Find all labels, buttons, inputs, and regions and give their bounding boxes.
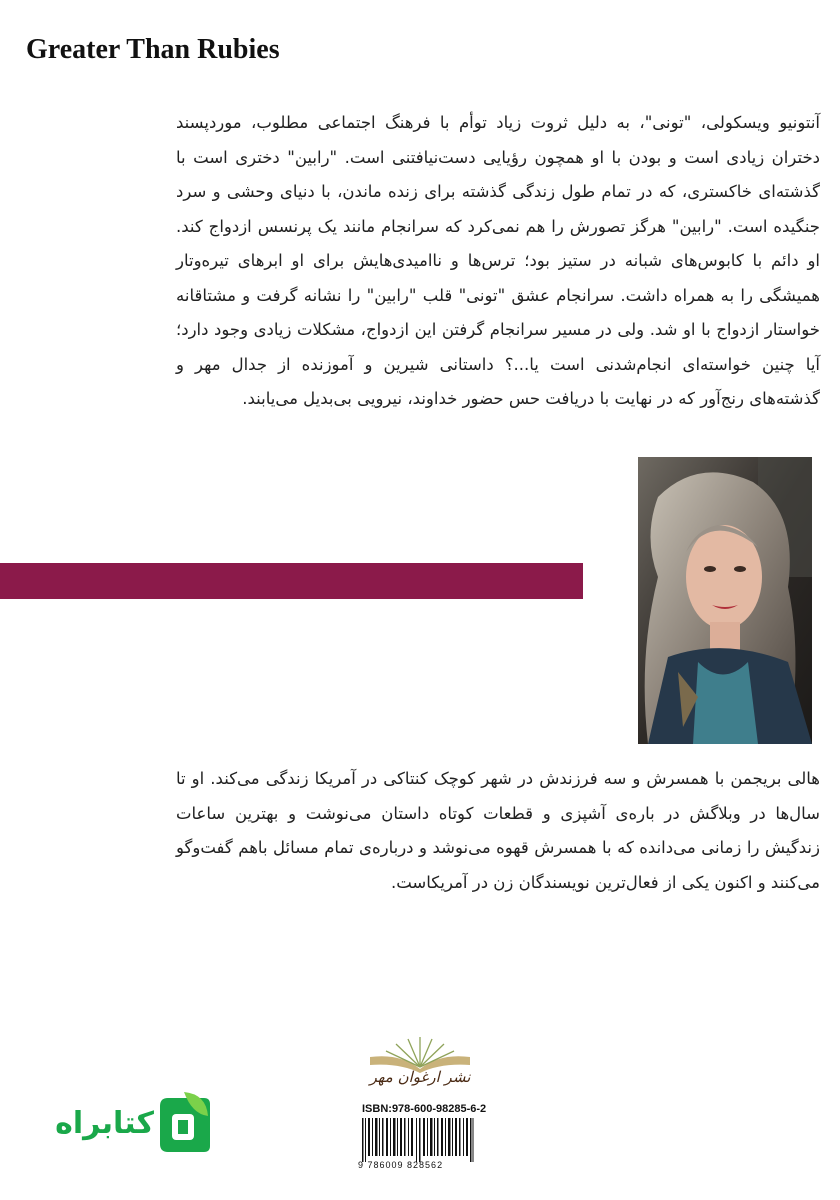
ketabrah-logo: [42, 1092, 212, 1158]
book-title: Greater Than Rubies: [26, 34, 280, 65]
book-leaf-icon: [154, 1092, 212, 1158]
accent-bar: [0, 563, 583, 599]
brand-name: کتابراه: [55, 1106, 154, 1141]
synopsis-paragraph: آنتونیو ویسکولی، "تونی"، به دلیل ثروت زیاد توأم با فرهنگ اجتماعی مطلوب، موردپسند دختران زیادی است و بودن با او همچون رؤیایی دست‌نیافتنی است. "رابین" دختری است با گذشته‌ای خاکستری، که در تمام طول زندگی گذشته برای زنده ماندن، با دنیای وحشی و سرد جنگیده است. "رابین" هرگز تصورش را هم نمی‌کرد که سرانجام مانند یک پرنسس ازدواج کند. او دائم با کابوس‌های شبانه در ستیز بود؛ ترس‌ها و ناامیدی‌هایش برای او ابرهای تیره‌وتار همیشگی را به همراه داشت. سرانجام عشق "تونی" قلب "رابین" را نشانه گرفت و مشتاقانه خواستار ازدواج با او شد. ولی در مسیر سرانجام گرفتن این ازدواج، مشکلات زیادی وجود دارد؛ آیا چنین خواسته‌ای انجام‌شدنی است یا...؟ داستانی شیرین و آموزنده از جدال مهر و گذشته‌های رنج‌آور که در نهایت با دریافت حس حضور خداوند، نیرویی بی‌بدیل می‌یابند.: [176, 113, 820, 408]
publisher-name: نشر ارغوان مهر: [369, 1068, 471, 1086]
barcode: [362, 1118, 474, 1162]
author-photo: [638, 457, 812, 744]
isbn-label: ISBN:978-600-98285-6-2: [362, 1103, 487, 1115]
author-bio-paragraph: هالی بریجمن با همسرش و سه فرزندش در شهر کوچک کنتاکی در آمریکا زندگی می‌کند. او تا سال‌ها در وبلاگش در باره‌ی آشپزی و قطعات کوتاه داستان می‌نوشت و بهترین ساعات زندگیش را زمانی می‌دانده که با همسرش قهوه می‌نوشد و درباره‌ی تمام مسائل باهم گفت‌وگو می‌کنند و اکنون یکی از فعال‌ترین نویسندگان زن در آمریکاست.: [176, 769, 820, 892]
barcode-digits: 9 786009 828562: [358, 1160, 444, 1170]
